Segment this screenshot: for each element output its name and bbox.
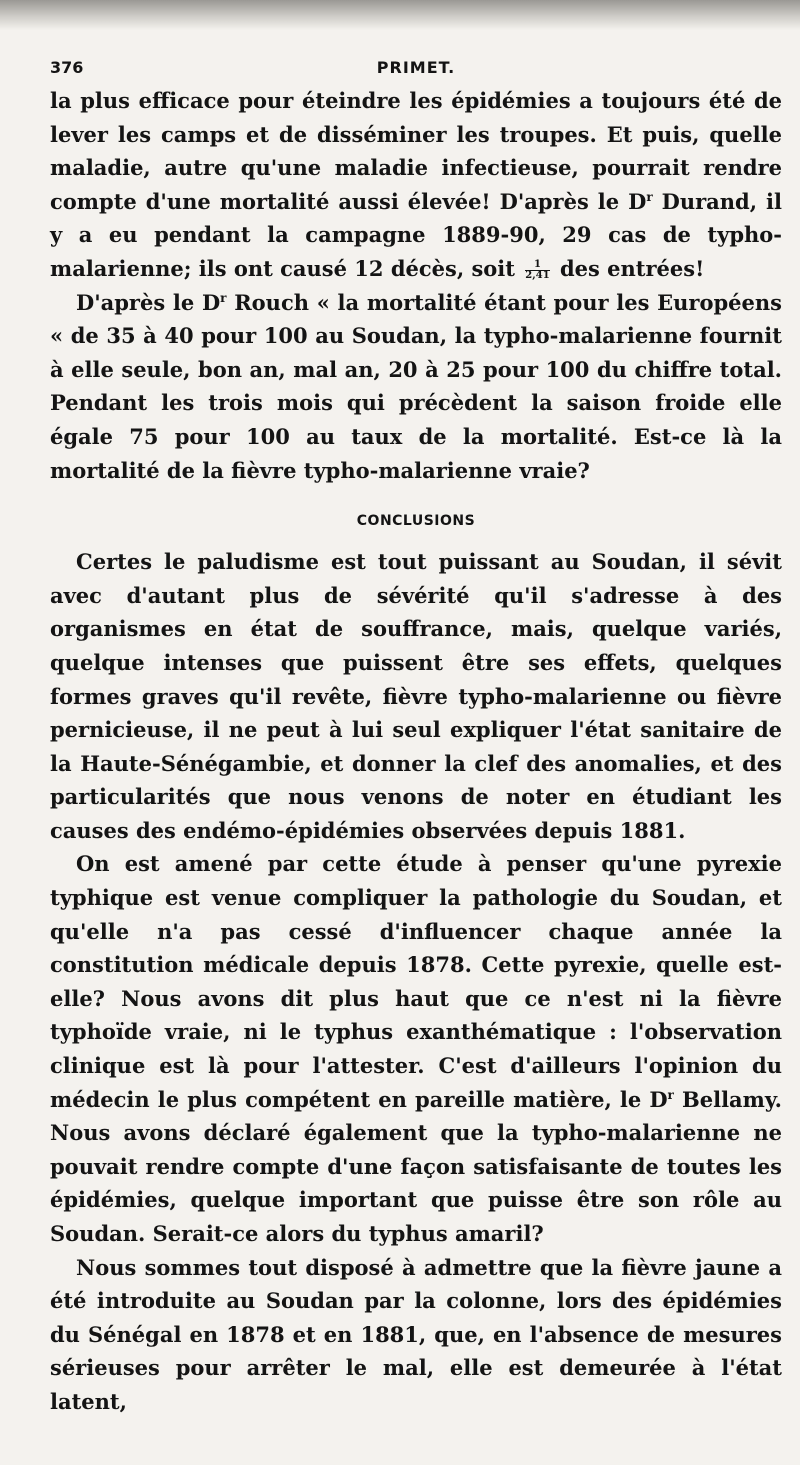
paragraph-2: D'après le $D^r$ Rouch « la mortalité étant pour les Européens « de 35 à 40 pour 100 au Soudan, la typho-malarienne fournit à elle seule, bon an, mal an, 20 à 25 pour 100 du chiffre total. Pendant les trois mois qui précèdent la saison froide elle égale 75 pour 100 au taux de la mortalité. Est-ce là la mortalité de la fièvre typho-malarienne vraie? <box>50 289 782 483</box>
section-heading: CONCLUSIONS <box>356 513 476 530</box>
page-number: 376 <box>50 58 84 77</box>
fraction: $\frac{1}{2,41}$ <box>525 258 550 281</box>
paragraph-4: On est amené par cette étude à penser qu'une pyrexie typhique est venue compliquer la pathologie du Soudan, et qu'elle n'a pas cessé d'influencer chaque année la constitution médicale depuis 1878. Cette pyrexie, quelle est-elle? Nous avons dit plus haut que ce n'est ni la fièvre typhoïde vraie, ni le typhus exanthématique : l'observation clinique est là pour l'attester. C'est d'ailleurs l'opinion du médecin le plus compétent en pareille matière, le $D^r$ Bellamy. Nous avons déclaré également que la typho-malarienne ne pouvait rendre compte d'une façon satisfaisante de toutes les épidémies, quelque important que puisse être son rôle au Soudan. Serait-ce alors du typhus amaril? <box>50 851 782 1246</box>
paragraph-3: Certes le paludisme est tout puissant au Soudan, il sévit avec d'autant plus de sévérité qu'il s'adresse à des organismes en état de souffrance, mais, quelque variés, quelque intenses que puissent être ses effets, quelques formes graves qu'il revête, fièvre typho-malarienne ou fièvre pernicieuse, il ne peut à lui seul expliquer l'état sanitaire de la Haute-Sénégambie, et donner la clef des anomalies, et des particularités que nous venons de noter en étudiant les causes des endémo-épidémies observées depuis 1881. <box>50 549 782 843</box>
running-head <box>50 58 782 84</box>
scan-edge-shadow <box>0 0 800 30</box>
document-page <box>50 58 782 1419</box>
running-title: PRIMET. <box>376 58 456 77</box>
paragraph-1: la plus efficace pour éteindre les épidémies a toujours été de lever les camps et de disséminer les troupes. Et puis, quelle maladie, autre qu'une maladie infectieuse, pourrait rendre compte d'une mortalité aussi élevée! D'après le $D^r$ Durand, il y a eu pendant la campagne 1889-90, 29 cas de typho-malarienne; ils ont causé 12 décès, soit $\frac{1}{2,41}$ des entrées! <box>50 88 782 281</box>
body-text <box>50 84 782 1419</box>
paragraph-5: Nous sommes tout disposé à admettre que la fièvre jaune a été introduite au Soudan par la colonne, lors des épidémies du Sénégal en 1878 et en 1881, que, en l'absence de mesures sérieuses pour arrêter le mal, elle est demeurée à l'état latent, <box>50 1254 782 1414</box>
